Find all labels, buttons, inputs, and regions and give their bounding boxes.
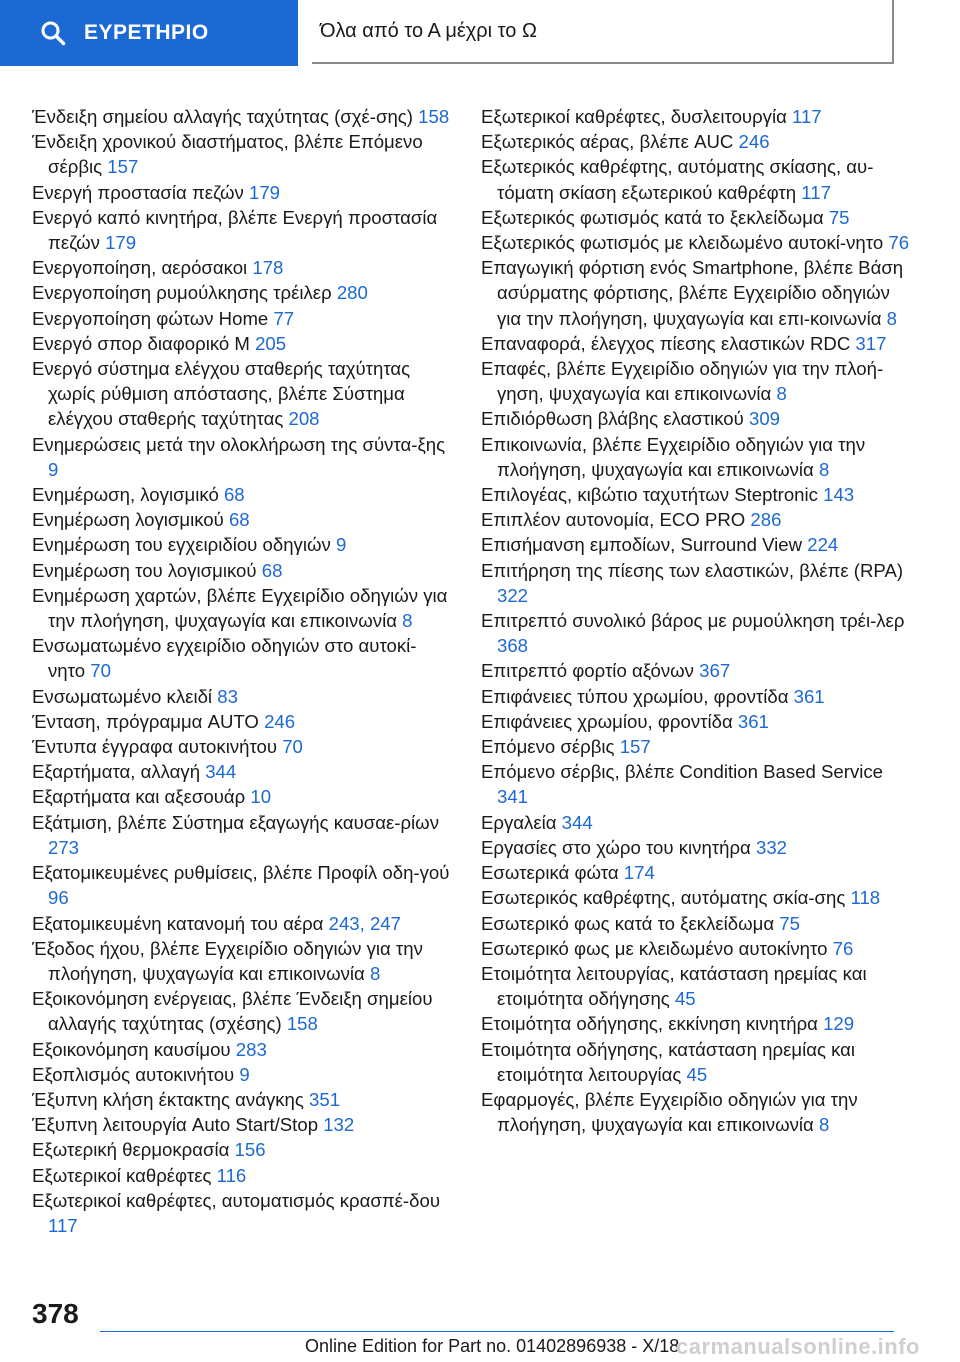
index-entry xyxy=(32,684,452,709)
index-entry xyxy=(32,1188,452,1238)
page-reference-link[interactable]: 45 xyxy=(686,1063,708,1085)
index-entry xyxy=(481,1011,911,1036)
index-entry xyxy=(32,306,452,331)
index-entry xyxy=(32,432,452,482)
index-entry xyxy=(481,810,911,835)
index-entry xyxy=(32,583,452,633)
index-entry xyxy=(32,1137,452,1162)
page-reference-link[interactable]: 332 xyxy=(755,836,788,858)
index-entry-text: Έξυπνη κλήση έκτακτης ανάγκης xyxy=(32,1088,310,1110)
index-entry xyxy=(481,608,911,658)
page-reference-link[interactable]: 45 xyxy=(674,988,696,1010)
index-entry-text: Εργαλεία xyxy=(481,811,562,833)
index-entry xyxy=(481,507,911,532)
page-reference-link[interactable]: 75 xyxy=(828,206,850,228)
index-entry xyxy=(481,406,911,431)
index-entry xyxy=(481,432,911,482)
index-entry-text: Εργασίες στο χώρο του κινητήρα xyxy=(481,836,756,858)
page-reference-link[interactable]: 8 xyxy=(402,610,413,632)
page-reference-link[interactable]: 8 xyxy=(818,458,830,480)
page-reference-link[interactable]: 8 xyxy=(818,1114,830,1136)
page-reference-link[interactable]: 10 xyxy=(250,786,272,808)
index-column-left xyxy=(32,104,452,1238)
section-title xyxy=(312,0,894,64)
page-reference-link[interactable]: 68 xyxy=(223,484,245,506)
index-entry xyxy=(32,280,452,305)
index-entry-text: Επόμενο σέρβις, βλέπε Condition Based Service xyxy=(481,761,884,783)
index-entry xyxy=(32,759,452,784)
page-reference-link[interactable]: 8 xyxy=(369,962,381,984)
page-reference-link[interactable]: 8 xyxy=(776,383,787,405)
index-entry xyxy=(32,1037,452,1062)
index-entry-text: Ενεργοποίηση, αερόσακοι xyxy=(32,257,253,279)
index-entry xyxy=(32,986,452,1036)
page-reference-link[interactable]: 8 xyxy=(886,307,897,329)
index-entry-text: Ενημέρωση χαρτών, βλέπε Εγχειρίδιο οδηγιών για την πλοήγηση, ψυχαγωγία και επικοινωνία xyxy=(32,584,448,632)
index-entry xyxy=(481,936,911,961)
index-entry-text: Εξοικονόμηση καυσίμου xyxy=(32,1038,236,1060)
index-entry-text: Έξοδος ήχου, βλέπε Εγχειρίδιο οδηγιών για την πλοήγηση, ψυχαγωγία και επικοινωνία xyxy=(32,937,423,984)
index-entry-text: Ένταση, πρόγραμμα AUTO xyxy=(32,710,265,732)
page-reference-link[interactable]: 75 xyxy=(779,912,800,934)
index-entry xyxy=(32,205,452,255)
page-reference-link[interactable]: 178 xyxy=(252,257,284,279)
page-reference-link[interactable]: 70 xyxy=(90,660,111,682)
index-entry xyxy=(32,860,452,910)
index-entry-text: Εξωτερικός αέρας, βλέπε AUC xyxy=(481,131,739,153)
page-reference-link[interactable]: 367 xyxy=(699,660,731,682)
index-entry xyxy=(481,684,911,709)
index-entry xyxy=(32,558,452,583)
index-tab[interactable] xyxy=(0,0,298,66)
index-entry-text: Εξοπλισμός αυτοκινήτου xyxy=(32,1063,240,1085)
index-entry-text: Εξοικονόμηση ενέργειας, βλέπε Ένδειξη σημείου αλλαγής ταχύτητας (σχέσης) xyxy=(32,988,433,1035)
index-entry xyxy=(32,356,452,432)
index-entry xyxy=(32,331,452,356)
index-entry xyxy=(32,1163,452,1188)
index-entry-text: Επιτρεπτό φορτίο αξόνων xyxy=(481,660,700,682)
index-entry-text: Εξωτερικός φωτισμός με κλειδωμένο αυτοκί-νητο xyxy=(481,232,889,254)
page-reference-link[interactable]: 208 xyxy=(288,408,320,430)
page-reference-link[interactable]: 280 xyxy=(336,282,368,304)
index-entry xyxy=(481,911,911,936)
index-entry xyxy=(481,331,911,356)
page-reference-link[interactable]: 224 xyxy=(807,534,839,556)
page-reference-link[interactable]: 76 xyxy=(888,232,910,254)
index-entry-text: Εσωτερικός καθρέφτης, αυτόματης σκία-σης xyxy=(481,887,851,909)
index-entry-text: Επισήμανση εμποδίων, Surround View xyxy=(481,534,808,556)
page-reference-link[interactable]: 70 xyxy=(282,736,303,758)
page-reference-link[interactable]: 344 xyxy=(561,811,593,833)
index-entry xyxy=(32,633,452,683)
index-entry-text: Ενεργό σύστημα ελέγχου σταθερής ταχύτητας χωρίς ρύθμιση απόστασης, βλέπε Σύστημα ελέγχου σταθερής ταχύτητας xyxy=(32,358,411,430)
index-column-right xyxy=(481,104,911,1137)
index-entry xyxy=(481,230,911,255)
index-entry-text: Εξωτερικοί καθρέφτες xyxy=(32,1164,217,1186)
index-entry-text: Εξαρτήματα, αλλαγή xyxy=(32,761,206,783)
index-entry xyxy=(481,835,911,860)
page-reference-link[interactable]: 157 xyxy=(107,156,139,178)
index-entry-text: Εφαρμογές, βλέπε Εγχειρίδιο οδηγιών για την πλοήγηση, ψυχαγωγία και επικοινωνία xyxy=(481,1088,858,1136)
page-reference-link[interactable]: 283 xyxy=(235,1038,267,1060)
index-entry xyxy=(32,104,452,129)
index-entry xyxy=(481,205,911,230)
index-entry-text: Εσωτερικό φως με κλειδωμένο αυτοκίνητο xyxy=(481,937,833,959)
index-entry-text: Ετοιμότητα οδήγησης, κατάσταση ηρεμίας και ετοιμότητα λειτουργίας xyxy=(481,1038,856,1085)
index-entry-text: Επιπλέον αυτονομία, ECO PRO xyxy=(481,509,751,531)
page-reference-link[interactable]: 322 xyxy=(497,584,529,606)
index-entry-text: Επιφάνειες χρωμίου, φροντίδα xyxy=(481,710,738,732)
index-entry-text: Εξωτερική θερμοκρασία xyxy=(32,1139,235,1161)
index-entry xyxy=(481,1037,911,1087)
page-reference-link[interactable]: 351 xyxy=(309,1088,341,1110)
page-reference-link[interactable]: 205 xyxy=(255,332,287,354)
index-entry-text: Επιδιόρθωση βλάβης ελαστικού xyxy=(481,408,749,430)
index-entry-text: Επιτρεπτό συνολικό βάρος με ρυμούλκηση τρέι-λερ xyxy=(481,610,905,632)
page-reference-link[interactable]: 76 xyxy=(832,937,854,959)
index-entry-text: Ενεργοποίηση φώτων Home xyxy=(32,307,274,329)
index-entry-text: Ενσωματωμένο εγχειρίδιο οδηγιών στο αυτοκί-νητο xyxy=(32,635,417,682)
index-entry xyxy=(32,734,452,759)
index-entry-text: Επαφές, βλέπε Εγχειρίδιο οδηγιών για την πλοή-γηση, ψυχαγωγία και επικοινωνία xyxy=(481,358,884,405)
footer-divider xyxy=(100,1331,894,1332)
index-entry-text: Ενημέρωση λογισμικού xyxy=(32,509,229,531)
page-reference-link[interactable]: 174 xyxy=(623,862,655,884)
page-reference-link[interactable]: 68 xyxy=(228,509,250,531)
index-entry xyxy=(481,860,911,885)
index-entry-text: Ένδειξη σημείου αλλαγής ταχύτητας (σχέ-σης) xyxy=(32,106,419,127)
index-entry-text: Ενημερώσεις μετά την ολοκλήρωση της σύντα-ξης xyxy=(32,433,446,455)
page-reference-link[interactable]: 132 xyxy=(323,1114,355,1136)
page-reference-link[interactable]: 246 xyxy=(738,131,770,153)
index-entry-text: Έξυπνη λειτουργία Auto Start/Stop xyxy=(32,1114,324,1136)
page-reference-link[interactable]: 118 xyxy=(850,887,881,909)
index-entry-text: Επικοινωνία, βλέπε Εγχειρίδιο οδηγιών για την πλοήγηση, ψυχαγωγία και επικοινωνία xyxy=(481,433,866,480)
index-entry-text: Επαγωγική φόρτιση ενός Smartphone, βλέπε Βάση ασύρματης φόρτισης, βλέπε Εγχειρίδιο οδηγιών για την πλοήγηση, ψυχαγωγία και επι-κοινωνία xyxy=(481,257,904,329)
index-entry xyxy=(32,936,452,986)
index-entry xyxy=(481,356,911,406)
page-reference-link[interactable]: 243, 247 xyxy=(328,912,401,934)
index-entry xyxy=(481,482,911,507)
index-entry xyxy=(481,532,911,557)
index-entry-text: Ένδειξη χρονικού διαστήματος, βλέπε Επόμενο σέρβις xyxy=(32,131,423,178)
index-entry-text: Ετοιμότητα λειτουργίας, κατάσταση ηρεμίας και ετοιμότητα οδήγησης xyxy=(481,962,867,1010)
page-reference-link[interactable]: 117 xyxy=(801,181,831,203)
index-entry xyxy=(481,104,911,129)
index-entry-text: Ετοιμότητα οδήγησης, εκκίνηση κινητήρα xyxy=(481,1013,824,1035)
index-entry xyxy=(481,1087,911,1137)
page-reference-link[interactable]: 77 xyxy=(273,307,295,329)
page-reference-link[interactable]: 368 xyxy=(497,635,529,657)
page-reference-link[interactable]: 68 xyxy=(261,559,283,581)
index-entry xyxy=(481,709,911,734)
index-entry-text: Εξατομικευμένη κατανομή του αέρα xyxy=(32,912,329,934)
page-reference-link[interactable]: 9 xyxy=(48,458,59,480)
page-reference-link[interactable]: 9 xyxy=(239,1063,250,1085)
index-entry-text: Ενεργή προστασία πεζών xyxy=(32,181,249,203)
search-icon xyxy=(40,20,66,46)
page-reference-link[interactable]: 286 xyxy=(750,509,782,531)
index-entry xyxy=(32,1087,452,1112)
index-entry xyxy=(32,784,452,809)
index-entry xyxy=(481,885,911,910)
page-reference-link[interactable]: 156 xyxy=(234,1139,266,1161)
index-entry-text: Εξωτερικός καθρέφτης, αυτόματης σκίασης, αυ-τόματη σκίαση εξωτερικού καθρέφτη xyxy=(481,156,874,203)
index-entry xyxy=(481,129,911,154)
index-entry xyxy=(32,482,452,507)
footer-edition-text: Online Edition for Part no. 01402896938 - X/18 xyxy=(305,1336,680,1356)
index-entry-text: Ενημέρωση, λογισμικό xyxy=(32,484,224,506)
page-reference-link[interactable]: 83 xyxy=(217,685,238,707)
index-entry xyxy=(32,255,452,280)
index-entry-text: Επιφάνειες τύπου χρωμίου, φροντίδα xyxy=(481,685,794,707)
index-entry xyxy=(481,255,911,331)
page-reference-link[interactable]: 129 xyxy=(823,1013,855,1035)
page-reference-link[interactable]: 117 xyxy=(792,106,822,127)
index-entry xyxy=(32,532,452,557)
index-entry xyxy=(481,734,911,759)
index-entry-text: Εξαρτήματα και αξεσουάρ xyxy=(32,786,251,808)
page-reference-link[interactable]: 179 xyxy=(105,232,137,254)
page-reference-link[interactable]: 344 xyxy=(205,761,237,783)
page-reference-link[interactable]: 117 xyxy=(48,1214,78,1236)
index-entry-text: Επιτήρηση της πίεσης των ελαστικών, βλέπε (RPA) xyxy=(481,559,904,581)
page-reference-link[interactable]: 273 xyxy=(48,836,80,858)
index-entry xyxy=(481,558,911,608)
index-entry-text: Εξωτερικοί καθρέφτες, δυσλειτουργία xyxy=(481,106,792,127)
page-reference-link[interactable]: 246 xyxy=(264,710,296,732)
page-reference-link[interactable]: 158 xyxy=(418,106,450,127)
page-reference-link[interactable]: 361 xyxy=(793,685,825,707)
page-reference-link[interactable]: 96 xyxy=(48,887,69,909)
index-entry xyxy=(32,810,452,860)
section-title-text: Όλα από το Α μέχρι το Ω xyxy=(320,19,537,42)
page-reference-link[interactable]: 341 xyxy=(497,786,529,808)
index-entry xyxy=(32,911,452,936)
index-entry xyxy=(481,154,911,204)
index-entry xyxy=(481,658,911,683)
index-entry-text: Επαναφορά, έλεγχος πίεσης ελαστικών RDC xyxy=(481,332,856,354)
index-entry-text: Ενσωματωμένο κλειδί xyxy=(32,685,218,707)
index-entry-text: Επιλογέας, κιβώτιο ταχυτήτων Steptronic xyxy=(481,484,824,506)
page-reference-link[interactable]: 116 xyxy=(216,1164,247,1186)
index-entry xyxy=(481,759,911,809)
page-reference-link[interactable]: 143 xyxy=(823,484,855,506)
index-entry xyxy=(32,129,452,179)
index-entry-text: Ενεργό καπό κινητήρα, βλέπε Ενεργή προστασία πεζών xyxy=(32,206,438,254)
index-entry-text: Ενεργοποίηση ρυμούλκησης τρέιλερ xyxy=(32,282,337,304)
page-reference-link[interactable]: 309 xyxy=(748,408,781,430)
index-tab-label: ΕΥΡΕΤΗΡΙΟ xyxy=(84,21,209,44)
page-reference-link[interactable]: 317 xyxy=(855,332,887,354)
header xyxy=(0,0,960,66)
index-entry-text: Εσωτερικά φώτα xyxy=(481,862,624,884)
index-entry-text: Εξάτμιση, βλέπε Σύστημα εξαγωγής καυσαε-ρίων xyxy=(32,811,439,833)
page-reference-link[interactable]: 157 xyxy=(619,736,651,758)
watermark: carmanualsonline.info xyxy=(676,1334,920,1359)
index-entry xyxy=(32,180,452,205)
index-entry-text: Επόμενο σέρβις xyxy=(481,736,620,758)
page-reference-link[interactable]: 361 xyxy=(737,710,769,732)
index-entry-text: Εσωτερικό φως κατά το ξεκλείδωμα xyxy=(481,912,780,934)
page-reference-link[interactable]: 9 xyxy=(335,534,347,556)
index-entry xyxy=(32,709,452,734)
index-entry-text: Ενεργό σπορ διαφορικό M xyxy=(32,332,256,354)
index-entry-text: Εξωτερικός φωτισμός κατά το ξεκλείδωμα xyxy=(481,206,829,228)
index-entry xyxy=(481,961,911,1011)
page-reference-link[interactable]: 158 xyxy=(286,1013,318,1035)
index-entry xyxy=(32,507,452,532)
index-entry xyxy=(32,1062,452,1087)
index-entry xyxy=(32,1112,452,1137)
index-entry-text: Ενημέρωση του εγχειριδίου οδηγιών xyxy=(32,534,336,556)
index-entry-text: Ενημέρωση του λογισμικού xyxy=(32,559,262,581)
index-entry-text: Εξατομικευμένες ρυθμίσεις, βλέπε Προφίλ οδη-γού xyxy=(32,862,450,884)
page-reference-link[interactable]: 179 xyxy=(249,181,281,203)
index-entry-text: Εξωτερικοί καθρέφτες, αυτοματισμός κρασπέ-δου xyxy=(32,1189,440,1211)
index-entry-text: Έντυπα έγγραφα αυτοκινήτου xyxy=(32,736,283,758)
page-number: 378 xyxy=(32,1298,79,1329)
